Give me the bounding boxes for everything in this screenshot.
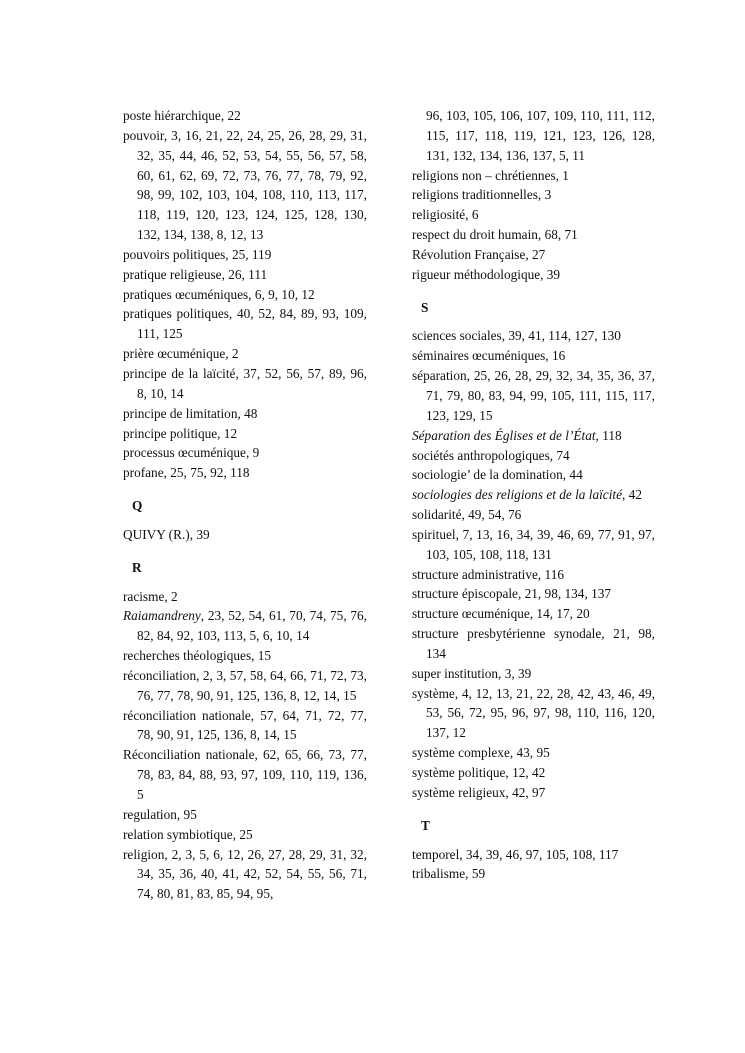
index-column-right bbox=[412, 106, 655, 884]
entry-text: système complexe, 43, 95 bbox=[412, 745, 550, 761]
index-entry-raiamandreny bbox=[123, 606, 367, 646]
index-entry-systeme-religieux-42-97 bbox=[412, 783, 655, 803]
entry-text: système politique, 12, 42 bbox=[412, 765, 546, 780]
index-entry-structure-cumenique-14-17-20 bbox=[412, 604, 655, 624]
index-entry-principe-de-la-laicite-37-52-56-57-89-96 bbox=[123, 364, 367, 404]
index-entry-principe-politique-12 bbox=[123, 424, 367, 444]
entry-text: spirituel, 7, 13, 16, 34, 39, 46, 69, 77, 91, 97, 103, 105, 108, 118, 131 bbox=[412, 526, 655, 562]
entry-text: réconciliation nationale, 57, 64, 71, 72, 77, 78, 90, 91, 125, 136, 8, 14, 15 bbox=[123, 707, 367, 743]
index-entry-regulation-95 bbox=[123, 805, 367, 825]
index-entry-systeme-politique-12-42 bbox=[412, 763, 655, 783]
section-letter-q: Q bbox=[132, 498, 143, 514]
index-entry-poste-hierarchique-22 bbox=[123, 106, 367, 126]
index-entry-tribalisme-59 bbox=[412, 864, 655, 884]
entry-text: structure administrative, 116 bbox=[412, 566, 565, 582]
entry-text: séminaires œcuméniques, 16 bbox=[412, 348, 566, 364]
entry-text: pratique religieuse, 26, 111 bbox=[123, 266, 268, 282]
index-entry-revolution-francaise-27 bbox=[412, 245, 655, 265]
entry-text: QUIVY (R.), 39 bbox=[123, 526, 210, 542]
index-entry-religions-non-chretiennes-1 bbox=[412, 166, 655, 186]
entry-text: recherches théologiques, 15 bbox=[123, 648, 272, 664]
entry-text: 96, 103, 105, 106, 107, 109, 110, 111, 112, 115, 117, 118, 119, 121, 123, 126, 128, 131, 132, 134, 136, 137, 5, 11 bbox=[426, 108, 655, 163]
index-entry-separation-25-26-28-29-32-34-35-36-37-71 bbox=[412, 366, 655, 426]
entry-text: pratiques œcuméniques, 6, 9, 10, 12 bbox=[123, 286, 315, 302]
entry-term-italic: Séparation des Églises et de l’État bbox=[412, 427, 596, 443]
entry-text: Réconciliation nationale, 62, 65, 66, 73, 77, 78, 83, 84, 88, 93, 97, 109, 110, 119, 136, 5 bbox=[123, 747, 367, 802]
index-entry-reconciliation-nationale-62-65-66-73-77- bbox=[123, 745, 367, 805]
index-entry-recherches-theologiques-15 bbox=[123, 646, 367, 666]
section-letter-s: S bbox=[421, 299, 429, 315]
index-entry-racisme-2 bbox=[123, 587, 367, 607]
entry-text: , 23, 52, 54, 61, 70, 74, 75, 76, 82, 84, 92, 103, 113, 5, 6, 10, 14 bbox=[137, 608, 367, 644]
entry-text: principe politique, 12 bbox=[123, 425, 238, 441]
entry-text: poste hiérarchique, 22 bbox=[123, 108, 241, 123]
index-entry-pratiques-cumeniques-6-9-10-12 bbox=[123, 285, 367, 305]
entry-text: , 42 bbox=[622, 487, 642, 503]
index-entry-processus-cumenique-9 bbox=[123, 443, 367, 463]
entry-text: super institution, 3, 39 bbox=[412, 665, 532, 681]
entry-text: racisme, 2 bbox=[123, 588, 178, 604]
index-entry-sociologie-de-la-domination-44 bbox=[412, 465, 655, 485]
entry-text: , 118 bbox=[595, 427, 622, 443]
index-entry-sciences-sociales-39-41-114-127-130 bbox=[412, 326, 655, 346]
index-entry-seminaires-cumeniques-16 bbox=[412, 346, 655, 366]
index-entry-principe-de-limitation-48 bbox=[123, 404, 367, 424]
index-entry-separation-des-eglises-et-de-l-etat bbox=[412, 426, 655, 446]
index-entry-reconciliation-2-3-57-58-64-66-71-72-73- bbox=[123, 666, 367, 706]
entry-text: pouvoirs politiques, 25, 119 bbox=[123, 246, 272, 262]
index-entry-pratique-religieuse-26-111 bbox=[123, 265, 367, 285]
entry-text: religiosité, 6 bbox=[412, 207, 479, 223]
index-entry-priere-cumenique-2 bbox=[123, 344, 367, 364]
entry-text: temporel, 34, 39, 46, 97, 105, 108, 117 bbox=[412, 846, 619, 862]
index-entry-continuation bbox=[412, 106, 655, 166]
index-entry-religion-2-3-5-6-12-26-27-28-29-31-32-34 bbox=[123, 845, 367, 905]
entry-text: prière œcuménique, 2 bbox=[123, 346, 239, 362]
entry-text: respect du droit humain, 68, 71 bbox=[412, 227, 578, 243]
index-entry-religions-traditionnelles-3 bbox=[412, 185, 655, 205]
index-entry-structure-administrative-116 bbox=[412, 565, 655, 585]
entry-text: principe de la laïcité, 37, 52, 56, 57, 89, 96, 8, 10, 14 bbox=[123, 365, 367, 401]
entry-text: système religieux, 42, 97 bbox=[412, 784, 546, 800]
entry-text: sciences sociales, 39, 41, 114, 127, 130 bbox=[412, 328, 621, 344]
entry-text: Révolution Française, 27 bbox=[412, 246, 546, 262]
index-entry-societes-anthropologiques-74 bbox=[412, 446, 655, 466]
entry-text: solidarité, 49, 54, 76 bbox=[412, 507, 522, 523]
entry-text: système, 4, 12, 13, 21, 22, 28, 42, 43, 46, 49, 53, 56, 72, 95, 96, 97, 98, 110, 116, 120, 137, 12 bbox=[412, 685, 655, 741]
index-entry-profane-25-75-92-118 bbox=[123, 463, 367, 483]
section-letter-t: T bbox=[421, 817, 430, 833]
index-entry-pratiques-politiques-40-52-84-89-93-109- bbox=[123, 304, 367, 344]
entry-text: sociologie’ de la domination, 44 bbox=[412, 467, 583, 483]
index-entry-religiosite-6 bbox=[412, 205, 655, 225]
index-entry-quivy-r-39 bbox=[123, 525, 367, 545]
entry-text: pouvoir, 3, 16, 21, 22, 24, 25, 26, 28, 29, 31, 32, 35, 44, 46, 52, 53, 54, 55, 56, 57, 58, 60, 61, 62, 69, 72, 73, 76, 77, 78, 79, 92, 98, 99, 102, 103, 104, 108, 110, 113, 117, 118, 119, 120, 123, 124, 125, 128, 130, 132, 134, 138, 8, 12, 13 bbox=[123, 127, 367, 243]
index-entry-pouvoirs-politiques-25-119 bbox=[123, 245, 367, 265]
entry-text: religions traditionnelles, 3 bbox=[412, 187, 552, 203]
entry-text: religions non – chrétiennes, 1 bbox=[412, 167, 569, 183]
entry-text: religion, 2, 3, 5, 6, 12, 26, 27, 28, 29, 31, 32, 34, 35, 36, 40, 41, 42, 52, 54, 55, 56, 71, 74, 80, 81, 83, 85, 94, 95, bbox=[123, 846, 367, 902]
entry-text: structure épiscopale, 21, 98, 134, 137 bbox=[412, 586, 612, 602]
index-entry-reconciliation-nationale-57-64-71-72-77- bbox=[123, 706, 367, 746]
entry-text: structure œcuménique, 14, 17, 20 bbox=[412, 606, 590, 622]
section-letter-r: R bbox=[132, 559, 142, 575]
entry-text: séparation, 25, 26, 28, 29, 32, 34, 35, 36, 37, 71, 79, 80, 83, 94, 99, 105, 111, 115, 117, 123, 129, 15 bbox=[412, 368, 655, 423]
entry-text: principe de limitation, 48 bbox=[123, 405, 258, 421]
entry-text: relation symbiotique, 25 bbox=[123, 826, 253, 842]
entry-text: regulation, 95 bbox=[123, 806, 197, 822]
index-entry-rigueur-methodologique-39 bbox=[412, 265, 655, 285]
index-entry-relation-symbiotique-25 bbox=[123, 825, 367, 845]
entry-text: pratiques politiques, 40, 52, 84, 89, 93, 109, 111, 125 bbox=[123, 306, 367, 342]
index-entry-temporel-34-39-46-97-105-108-117 bbox=[412, 845, 655, 865]
index-entry-respect-du-droit-humain-68-71 bbox=[412, 225, 655, 245]
index-entry-solidarite-49-54-76 bbox=[412, 505, 655, 525]
index-entry-systeme-4-12-13-21-22-28-42-43-46-49-53- bbox=[412, 684, 655, 744]
index-entry-pouvoir-3-16-21-22-24-25-26-28-29-31-32- bbox=[123, 126, 367, 245]
index-entry-structure-presbyterienne-synodale-21-98- bbox=[412, 624, 655, 664]
index-entry-sociologies-des-religions-et-de-la-laici bbox=[412, 485, 655, 505]
entry-text: profane, 25, 75, 92, 118 bbox=[123, 465, 250, 481]
index-entry-structure-episcopale-21-98-134-137 bbox=[412, 584, 655, 604]
index-entry-systeme-complexe-43-95 bbox=[412, 743, 655, 763]
index-entry-spirituel-7-13-16-34-39-46-69-77-91-97-1 bbox=[412, 525, 655, 565]
entry-text: rigueur méthodologique, 39 bbox=[412, 266, 561, 282]
entry-text: réconciliation, 2, 3, 57, 58, 64, 66, 71, 72, 73, 76, 77, 78, 90, 91, 125, 136, 8, 12, 14, 15 bbox=[123, 667, 367, 703]
entry-term-italic: Raiamandreny bbox=[123, 608, 201, 624]
entry-term-italic: sociologies des religions et de la laïcité bbox=[412, 487, 623, 503]
index-column-left bbox=[123, 106, 367, 904]
entry-text: sociétés anthropologiques, 74 bbox=[412, 447, 570, 463]
entry-text: tribalisme, 59 bbox=[412, 866, 486, 882]
entry-text: structure presbytérienne synodale, 21, 98, 134 bbox=[412, 626, 655, 661]
index-entry-super-institution-3-39 bbox=[412, 664, 655, 684]
entry-text: processus œcuménique, 9 bbox=[123, 445, 260, 461]
